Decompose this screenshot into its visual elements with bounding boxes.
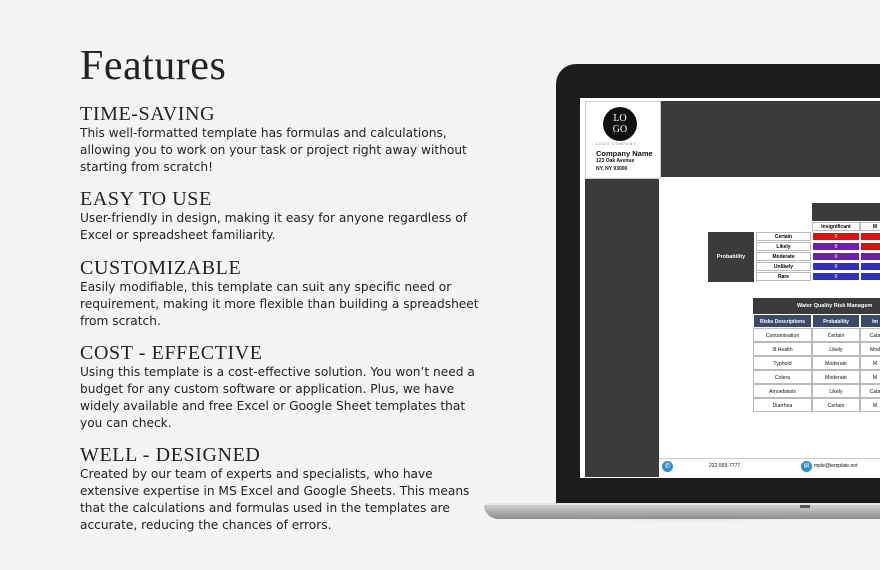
matrix-row-label: Unlikely (756, 262, 811, 271)
laptop-screen (580, 98, 880, 478)
email-icon: ✉ (801, 461, 812, 472)
feature-body: Using this template is a cost-effective solution. You won’t need a budget for any custom software or application. Plus, we have widely available and free Excel or Google Sheet templates that you can check. (80, 365, 475, 430)
logo (603, 107, 637, 141)
logo-area (585, 101, 661, 179)
feature-body: User-friendly in design, making it easy for anyone regardless of Excel or spreadsheet familiarity. (80, 211, 468, 242)
risk-table-title: Water Quality Risk Managem (753, 298, 880, 314)
matrix-col-header: M (860, 222, 880, 231)
matrix-cell: 0 (812, 232, 860, 241)
risk-table-header: Risks Descriptions (753, 314, 812, 328)
risk-impact-cell: M (860, 356, 880, 370)
logo-line-1: LO (613, 113, 627, 124)
matrix-cell (860, 252, 880, 261)
footer-email: mple@template.net (814, 463, 858, 469)
address-line-1: 123 Oak Avenue (596, 158, 635, 164)
risk-impact-cell: M (860, 370, 880, 384)
risk-impact-cell: Cata (860, 384, 880, 398)
feature-heading: EASY TO USE (80, 188, 212, 210)
sidebar-panel (585, 179, 659, 477)
risk-impact-cell: M (860, 398, 880, 412)
address-line-2: NY, NY 93000 (596, 166, 628, 172)
risk-table-header: Probability (812, 314, 860, 328)
matrix-row-label: Certain (756, 232, 811, 241)
matrix-cell: 0 (812, 262, 860, 271)
risk-description-cell: Typhoid (753, 356, 812, 370)
laptop-base (484, 505, 880, 519)
feature-heading: WELL - DESIGNED (80, 444, 261, 466)
spreadsheet-preview (585, 101, 880, 477)
risk-table-header: Im (860, 314, 880, 328)
logo-line-2: GO (612, 124, 628, 135)
feature-body: This well-formatted template has formulas and calculations, allowing you to work on your task or project right away without starting from scratch! (80, 126, 467, 174)
feature-heading: TIME-SAVING (80, 103, 216, 125)
header-bar (659, 101, 880, 177)
matrix-header-bar (812, 203, 880, 221)
risk-probability-cell: Likely (812, 384, 860, 398)
feature-body: Created by our team of experts and specialists, who have extensive expertise in MS Excel and Google Sheets. This means that the calculations and formulas used in the templates are accurate, reducing the chances of errors. (80, 467, 470, 532)
matrix-cell (860, 262, 880, 271)
matrix-cell: 0 (812, 242, 860, 251)
feature-time-saving (80, 103, 490, 176)
matrix-cell (860, 232, 880, 241)
page-title: Features (80, 43, 227, 89)
feature-heading: COST - EFFECTIVE (80, 342, 263, 364)
matrix-row-label: Rare (756, 272, 811, 281)
risk-description-cell: Contamination (753, 328, 812, 342)
probability-label: Probability (708, 232, 754, 282)
matrix-cell (860, 242, 880, 251)
matrix-cell: 0 (812, 252, 860, 261)
matrix-cell (860, 272, 880, 281)
risk-probability-cell: Certain (812, 328, 860, 342)
feature-cost-effective (80, 342, 490, 432)
feature-well-designed (80, 444, 490, 534)
risk-impact-cell: Cata (860, 328, 880, 342)
feature-body: Easily modifiable, this template can suit any specific need or requirement, making it more flexible than building a spreadsheet from scratch. (80, 280, 479, 328)
risk-probability-cell: Certain (812, 398, 860, 412)
matrix-row-label: Moderate (756, 252, 811, 261)
risk-probability-cell: Likely (812, 342, 860, 356)
company-name: Company Name (596, 149, 653, 158)
matrix-col-header: Insignificant (812, 222, 860, 231)
footer-phone: 222-555-7777 (709, 463, 741, 469)
risk-description-cell: Ill Health (753, 342, 812, 356)
feature-heading: CUSTOMIZABLE (80, 257, 242, 279)
risk-description-cell: Colera (753, 370, 812, 384)
phone-icon: ✆ (662, 461, 673, 472)
feature-easy-to-use (80, 188, 490, 244)
risk-description-cell: Diarrhea (753, 398, 812, 412)
laptop-notch (800, 505, 810, 508)
risk-probability-cell: Moderate (812, 356, 860, 370)
risk-impact-cell: Mod (860, 342, 880, 356)
feature-customizable (80, 257, 490, 330)
risk-probability-cell: Moderate (812, 370, 860, 384)
matrix-row-label: Likely (756, 242, 811, 251)
logo-subtitle: LOGO COMPANY (596, 142, 637, 146)
footer-divider (659, 458, 880, 459)
matrix-cell: 0 (812, 272, 860, 281)
risk-description-cell: Amoebiasis (753, 384, 812, 398)
